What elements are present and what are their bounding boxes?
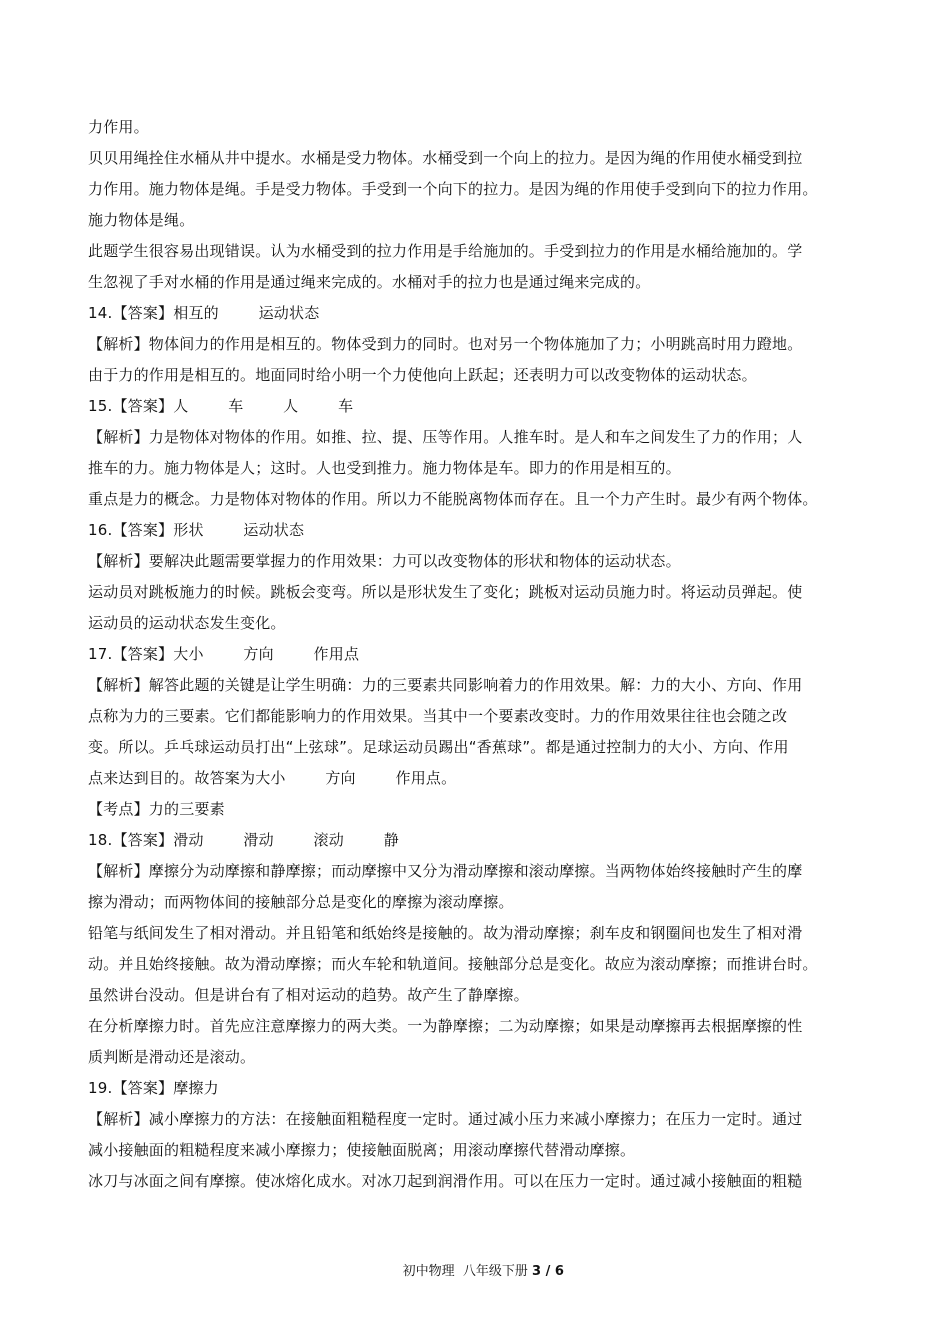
text-line: 由于力的作用是相互的。地面同时给小明一个力使他向上跃起；还表明力可以改变物体的运动状态。 [88, 366, 757, 384]
text-line: 推车的力。施力物体是人；这时。人也受到推力。施力物体是车。即力的作用是相互的。 [88, 459, 681, 477]
text-line: 【考点】力的三要素 [88, 800, 225, 818]
text-line: 19.【答案】摩擦力 [88, 1079, 219, 1097]
text-line: 重点是力的概念。力是物体对物体的作用。所以力不能脱离物体而存在。且一个力产生时。最少有两个物体。 [88, 490, 818, 508]
text-line: 变。所以。乒乓球运动员打出“上弦球”。足球运动员踢出“香蕉球”。都是通过控制力的大小、方向、作用 [88, 738, 789, 756]
answer-explanation-body [88, 112, 863, 1197]
text-line: 质判断是滑动还是滚动。 [88, 1048, 256, 1066]
text-line: 运动员的运动状态发生变化。 [88, 614, 286, 632]
text-line: 运动员对跳板施力的时候。跳板会变弯。所以是形状发生了变化；跳板对运动员施力时。将运动员弹起。使 [88, 583, 803, 601]
text-line: 力作用。施力物体是绳。手是受力物体。手受到一个向下的拉力。是因为绳的作用使手受到向下的拉力作用。 [88, 180, 818, 198]
text-line: 【解析】减小摩擦力的方法：在接触面粗糙程度一定时。通过减小压力来减小摩擦力；在压力一定时。通过 [88, 1110, 803, 1128]
text-line: 此题学生很容易出现错误。认为水桶受到的拉力作用是手给施加的。手受到拉力的作用是水桶给施加的。学 [88, 242, 803, 260]
text-line: 15.【答案】人 车 人 车 [88, 397, 354, 415]
text-line: 动。并且始终接触。故为滑动摩擦；而火车轮和轨道间。接触部分总是变化。故应为滚动摩擦；而推讲台时。 [88, 955, 818, 973]
text-line: 18.【答案】滑动 滑动 滚动 静 [88, 831, 399, 849]
text-line: 14.【答案】相互的 运动状态 [88, 304, 320, 322]
text-line: 在分析摩擦力时。首先应注意摩擦力的两大类。一为静摩擦；二为动摩擦；如果是动摩擦再去根据摩擦的性 [88, 1017, 803, 1035]
text-line: 擦为滑动；而两物体间的接触部分总是变化的摩擦为滚动摩擦。 [88, 893, 514, 911]
text-line: 生忽视了手对水桶的作用是通过绳来完成的。水桶对手的拉力也是通过绳来完成的。 [88, 273, 651, 291]
text-line: 点来达到目的。故答案为大小 方向 作用点。 [88, 769, 457, 787]
footer-subject: 初中物理 八年级下册 [402, 1264, 533, 1279]
page-number-separator: / [541, 1264, 555, 1279]
text-line: 力作用。 [88, 118, 149, 136]
page-number-current: 3 [532, 1264, 542, 1279]
page-number-total: 6 [554, 1264, 564, 1279]
text-line: 铅笔与纸间发生了相对滑动。并且铅笔和纸始终是接触的。故为滑动摩擦；刹车皮和钢圈间也发生了相对滑 [88, 924, 803, 942]
text-line: 施力物体是绳。 [88, 211, 195, 229]
text-line: 减小接触面的粗糙程度来减小摩擦力；使接触面脱离；用滚动摩擦代替滑动摩擦。 [88, 1141, 636, 1159]
text-line: 点称为力的三要素。它们都能影响力的作用效果。当其中一个要素改变时。力的作用效果往往也会随之改 [88, 707, 788, 725]
text-line: 【解析】要解决此题需要掌握力的作用效果：力可以改变物体的形状和物体的运动状态。 [88, 552, 681, 570]
text-line: 【解析】解答此题的关键是让学生明确：力的三要素共同影响着力的作用效果。解：力的大小、方向、作用 [88, 676, 803, 694]
text-line: 【解析】物体间力的作用是相互的。物体受到力的同时。也对另一个物体施加了力；小明跳高时用力蹬地。 [88, 335, 803, 353]
text-line: 虽然讲台没动。但是讲台有了相对运动的趋势。故产生了静摩擦。 [88, 986, 529, 1004]
text-line: 冰刀与冰面之间有摩擦。使冰熔化成水。对冰刀起到润滑作用。可以在压力一定时。通过减小接触面的粗糙 [88, 1172, 803, 1190]
text-line: 17.【答案】大小 方向 作用点 [88, 645, 360, 663]
page-footer [0, 1242, 950, 1302]
text-line: 贝贝用绳拴住水桶从井中提水。水桶是受力物体。水桶受到一个向上的拉力。是因为绳的作用使水桶受到拉 [88, 149, 803, 167]
text-line: 【解析】力是物体对物体的作用。如推、拉、提、压等作用。人推车时。是人和车之间发生了力的作用；人 [88, 428, 803, 446]
text-line: 16.【答案】形状 运动状态 [88, 521, 305, 539]
text-line: 【解析】摩擦分为动摩擦和静摩擦；而动摩擦中又分为滑动摩擦和滚动摩擦。当两物体始终接触时产生的摩 [88, 862, 803, 880]
